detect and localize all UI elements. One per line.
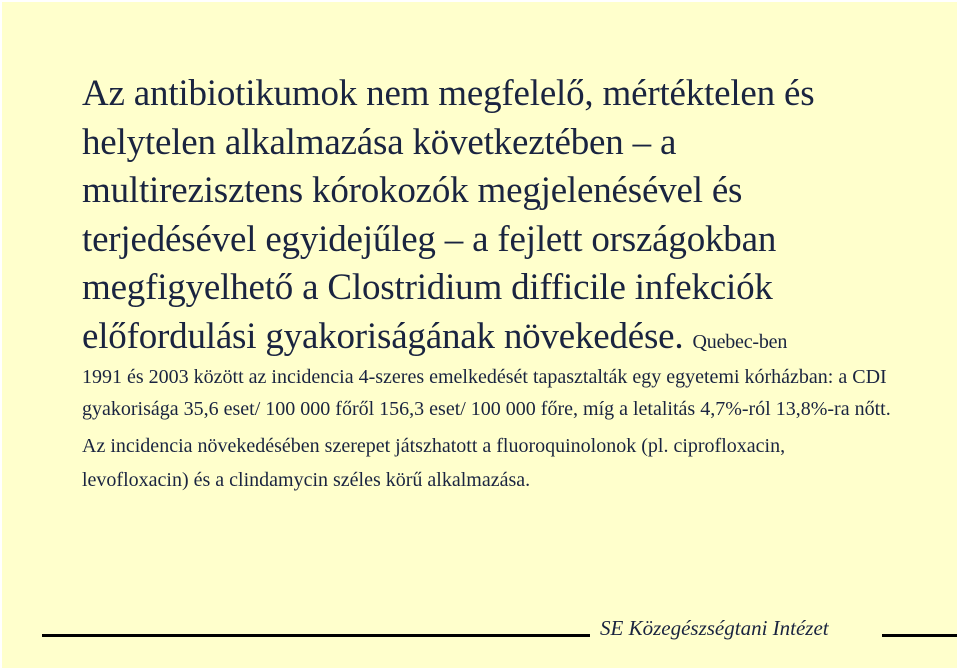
footer [42,610,957,644]
footer-rule-right [882,634,957,637]
footer-rule-left [42,634,590,637]
slide-content [82,70,892,497]
slide [2,2,957,668]
main-text-block [82,70,892,361]
quebec-detail: 1991 és 2003 között az incidencia 4-szeres emelkedését tapasztalták egy egyetemi kórházban: a CDI gyakorisága 35,6 eset/ 100 000 főről 156,3 eset/ 100 000 főre, míg a letalitás 4,7%-ról 13,8%-ra nőtt. [82,366,891,420]
footer-institute: SE Közegészségtani Intézet [600,616,829,640]
heading-text: Az antibiotikumok nem megfelelő, mértéktelen és helytelen alkalmazása következtében – a multirezisztens kórokozók megjelenésével és terjedésével egyidejűleg – a fejlett országokban megfigyelhető a Clostridium difficile infekciók előfordulási gyakoriságának növekedése. [82,73,815,357]
quebec-lead: Quebec-ben [692,330,788,353]
fluoroquinolone-paragraph: Az incidencia növekedésében szerepet játszhatott a fluoroquinolonok (pl. ciprofloxacin, levofloxacin) és a clindamycin széles körű alkalmazása. [82,435,786,491]
